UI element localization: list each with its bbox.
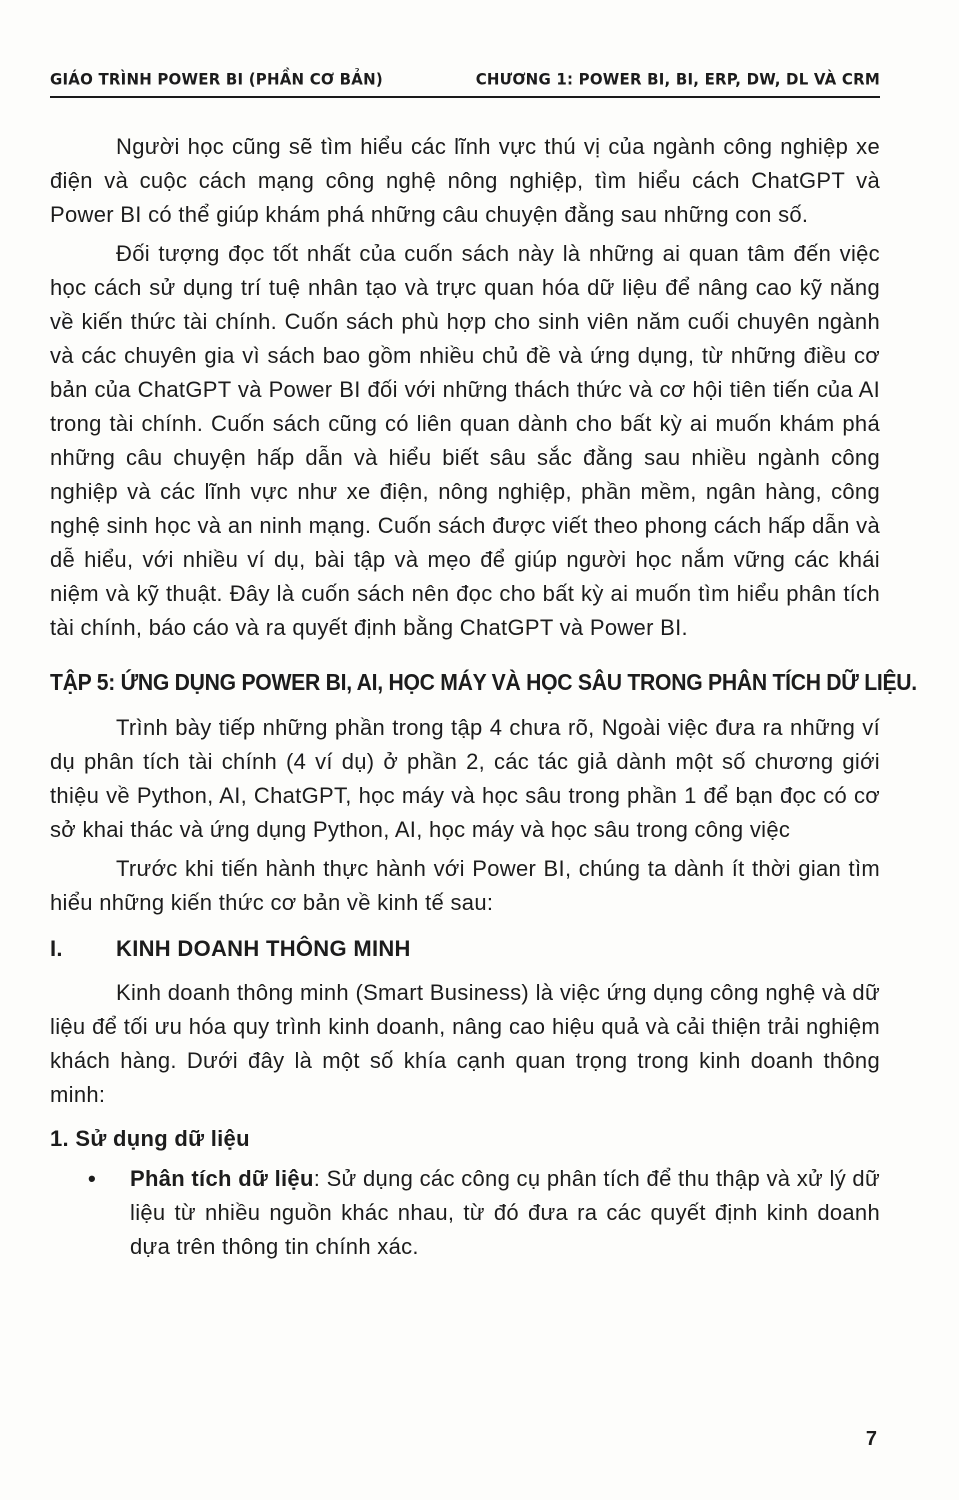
subsection-title: KINH DOANH THÔNG MINH <box>116 936 411 961</box>
page-body <box>50 130 917 1264</box>
intro-paragraph-1: Người học cũng sẽ tìm hiểu các lĩnh vực thú vị của ngành công nghiệp xe điện và cuộc cách mạng công nghệ nông nghiệp, tìm hiểu cách ChatGPT và Power BI có thể giúp khám phá những câu chuyện đằng sau những con số. <box>50 134 880 227</box>
point-heading: 1. Sử dụng dữ liệu <box>50 1126 250 1151</box>
subsection-number: I. <box>50 936 63 961</box>
section-heading: TẬP 5: ỨNG DỤNG POWER BI, AI, HỌC MÁY VÀ HỌC SÂU TRONG PHÂN TÍCH DỮ LIỆU. <box>50 669 917 695</box>
list-item <box>50 1162 880 1264</box>
bullet-icon: • <box>88 1166 97 1191</box>
bullet-text <box>130 1162 880 1264</box>
intro-paragraph-2: Đối tượng đọc tốt nhất của cuốn sách này là những ai quan tâm đến việc học cách sử dụng trí tuệ nhân tạo và trực quan hóa dữ liệu để nâng cao kỹ năng về kiến thức tài chính. Cuốn sách phù hợp cho sinh viên năm cuối chuyên ngành và các chuyên gia vì sách bao gồm nhiều chủ đề và ứng dụng, từ những điều cơ bản của ChatGPT và Power BI đối với những thách thức và cơ hội tiên tiến của AI trong tài chính. Cuốn sách cũng có liên quan dành cho bất kỳ ai muốn khám phá những câu chuyện hấp dẫn và hiểu biết sâu sắc đằng sau nhiều ngành công nghiệp và các lĩnh vực như xe điện, nông nghiệp, phần mềm, ngân hàng, công nghệ sinh học và an ninh mạng. Cuốn sách được viết theo phong cách hấp dẫn và dễ hiểu, với nhiều ví dụ, bài tập và mẹo để giúp người học nắm vững các khái niệm và kỹ thuật. Đây là cuốn sách nên đọc cho bất kỳ ai muốn tìm hiểu phân tích tài chính, báo cáo và ra quyết định bằng ChatGPT và Power BI. <box>50 241 880 640</box>
header-rule <box>50 96 880 98</box>
header-chapter-title: CHƯƠNG 1: POWER BI, BI, ERP, DW, DL VÀ CRM <box>475 69 880 89</box>
bullet-description: : Sử dụng các công cụ phân tích để thu thập và xử lý dữ liệu từ nhiều nguồn khác nhau, từ đó đưa ra các quyết định kinh doanh dựa trên thông tin chính xác. <box>130 1166 880 1259</box>
page-number: 7 <box>865 1428 877 1450</box>
section-paragraph-2: Trước khi tiến hành thực hành với Power BI, chúng ta dành ít thời gian tìm hiểu những kiến thức cơ bản về kinh tế sau: <box>50 856 880 915</box>
header-book-title: GIÁO TRÌNH POWER BI (PHẦN CƠ BẢN) <box>50 69 383 89</box>
bullet-term: Phân tích dữ liệu <box>130 1166 314 1191</box>
subsection-heading <box>50 932 880 966</box>
subsection-paragraph: Kinh doanh thông minh (Smart Business) là việc ứng dụng công nghệ và dữ liệu để tối ưu hóa quy trình kinh doanh, nâng cao hiệu quả và cải thiện trải nghiệm khách hàng. Dưới đây là một số khía cạnh quan trọng trong kinh doanh thông minh: <box>50 980 880 1107</box>
running-header <box>50 70 880 89</box>
section-paragraph-1: Trình bày tiếp những phần trong tập 4 chưa rõ, Ngoài việc đưa ra những ví dụ phân tích tài chính (4 ví dụ) ở phần 2, các tác giả dành một số chương giới thiệu về Python, AI, ChatGPT, học máy và học sâu trong phần 1 để bạn đọc có cơ sở khai thác và ứng dụng Python, AI, học máy và học sâu trong công việc <box>50 715 880 842</box>
